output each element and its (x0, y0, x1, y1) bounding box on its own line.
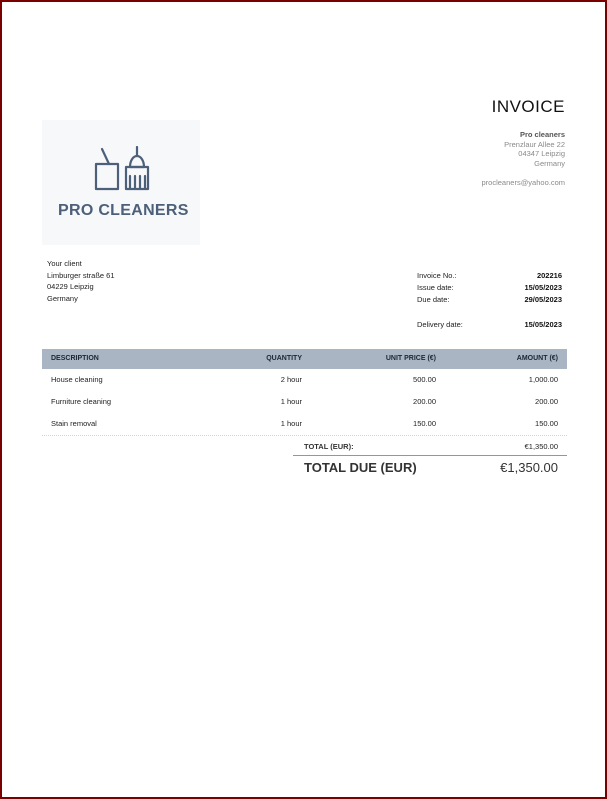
table-divider (42, 435, 567, 436)
invoice-page (2, 2, 605, 797)
table-header (42, 349, 567, 369)
due-date-label: Due date: (417, 295, 450, 304)
company-info (482, 130, 566, 188)
issue-date-label: Issue date: (417, 283, 454, 292)
table-row (42, 413, 567, 435)
header-description: DESCRIPTION (51, 355, 99, 362)
company-city: 04347 Leipzig (518, 149, 565, 158)
row-amount: 1,000.00 (528, 375, 558, 384)
row-unit-price: 150.00 (413, 419, 436, 428)
header-amount: AMOUNT (€) (516, 355, 558, 362)
total-due-label: TOTAL DUE (EUR) (304, 460, 417, 475)
row-unit-price: 200.00 (413, 397, 436, 406)
issue-date-row (417, 282, 562, 294)
total-label: TOTAL (EUR): (304, 442, 354, 451)
invoice-number-label: Invoice No.: (417, 271, 457, 280)
row-amount: 200.00 (535, 397, 558, 406)
header-unit-price: UNIT PRICE (€) (385, 355, 436, 362)
delivery-date-value: 15/05/2023 (524, 320, 562, 329)
row-description: House cleaning (51, 375, 103, 384)
delivery-date-label: Delivery date: (417, 320, 463, 329)
invoice-meta (417, 270, 562, 331)
company-country: Germany (534, 158, 565, 168)
row-quantity: 1 hour (280, 419, 302, 428)
client-name: Your client (47, 259, 82, 268)
company-street: Prenzlaur Allee 22 (504, 139, 565, 149)
total-value: €1,350.00 (524, 442, 558, 451)
invoice-number-row (417, 270, 562, 282)
header-quantity: QUANTITY (266, 355, 302, 362)
total-due-value: €1,350.00 (500, 460, 558, 475)
issue-date-value: 15/05/2023 (524, 283, 562, 292)
totals-section (293, 438, 567, 475)
client-address (47, 258, 115, 304)
client-street: Limburger straße 61 (47, 270, 115, 280)
row-description: Furniture cleaning (51, 397, 112, 406)
row-quantity: 1 hour (280, 397, 302, 406)
total-due-row (293, 456, 567, 475)
company-name: Pro cleaners (519, 130, 565, 139)
company-logo (42, 120, 200, 245)
line-items-table (42, 349, 567, 436)
row-amount: 150.00 (535, 419, 558, 428)
invoice-title: INVOICE (491, 97, 565, 116)
bucket-and-brush-icon (94, 146, 150, 192)
logo-text: PRO CLEANERS (58, 202, 189, 219)
due-date-row (417, 294, 562, 306)
delivery-date-row (417, 319, 562, 331)
table-row (42, 369, 567, 391)
row-quantity: 2 hour (280, 375, 302, 384)
table-row (42, 391, 567, 413)
row-unit-price: 500.00 (413, 375, 436, 384)
invoice-number-value: 202216 (536, 271, 562, 280)
due-date-value: 29/05/2023 (524, 295, 562, 304)
company-email: procleaners@yahoo.com (481, 178, 565, 187)
client-country: Germany (47, 293, 78, 303)
client-city: 04229 Leipzig (47, 282, 94, 291)
total-row (293, 438, 567, 455)
row-description: Stain removal (51, 419, 97, 428)
